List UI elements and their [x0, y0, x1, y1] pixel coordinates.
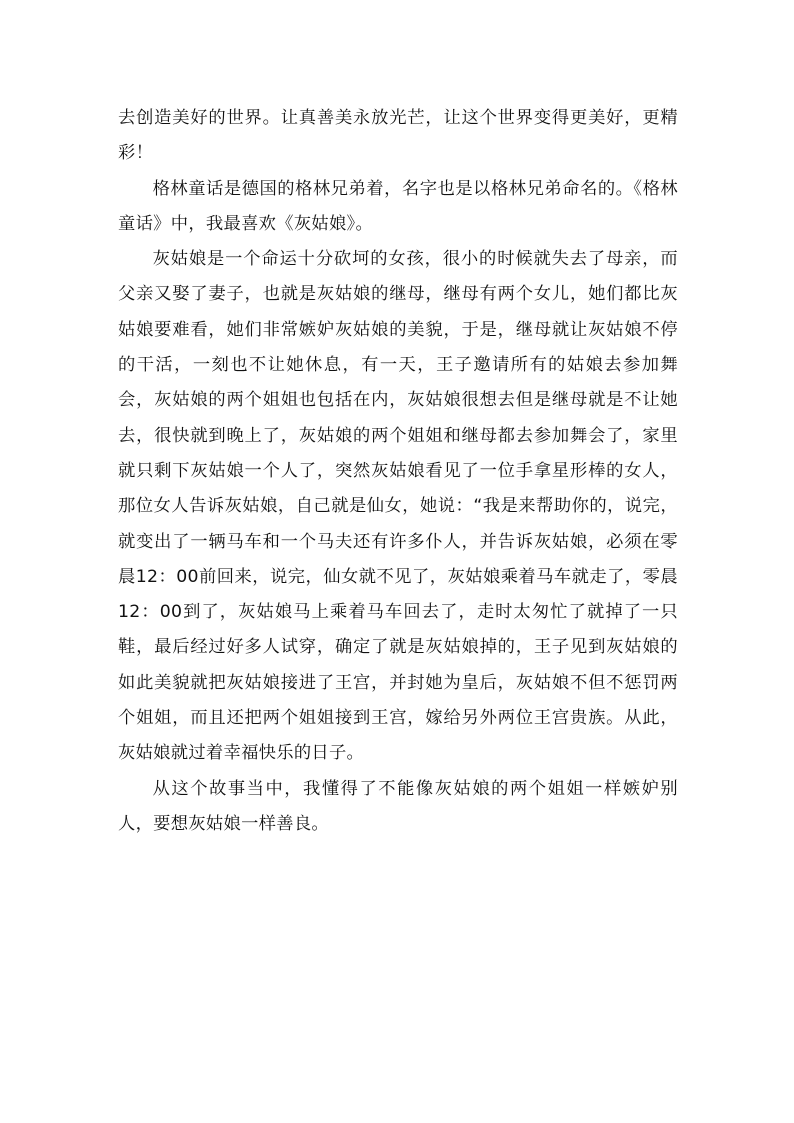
paragraph-3: 灰姑娘是一个命运十分砍坷的女孩，很小的时候就失去了母亲，而父亲又娶了妻子，也就是灰姑娘的继母，继母有两个女儿，她们都比灰姑娘要难看，她们非常嫉妒灰姑娘的美貌，于是，继母就让灰姑娘不停的干活，一刻也不让她休息，有一天，王子邀请所有的姑娘去参加舞会，灰姑娘的两个姐姐也包括在内，灰姑娘很想去但是继母就是不让她去，很快就到晚上了，灰姑娘的两个姐姐和继母都去参加舞会了，家里就只剩下灰姑娘一个人了，突然灰姑娘看见了一位手拿星形棒的女人，那位女人告诉灰姑娘，自己就是仙女，她说：“我是来帮助你的，说完，就变出了一辆马车和一个马夫还有许多仆人，并告诉灰姑娘，必须在零晨12：00前回来，说完，仙女就不见了，灰姑娘乘着马车就走了，零晨12：00到了，灰姑娘马上乘着马车回去了，走时太匆忙了就掉了一只鞋，最后经过好多人试穿，确定了就是灰姑娘掉的，王子见到灰姑娘的如此美貌就把灰姑娘接进了王宫，并封她为皇后，灰姑娘不但不惩罚两个姐姐，而且还把两个姐姐接到王宫，嫁给另外两位王宫贵族。从此，灰姑娘就过着幸福快乐的日子。: [118, 249, 678, 764]
document-body: [118, 101, 678, 842]
paragraph-1: 去创造美好的世界。让真善美永放光芒，让这个世界变得更美好，更精彩！: [118, 108, 678, 164]
paragraph-2: 格林童话是德国的格林兄弟着，名字也是以格林兄弟命名的。《格林童话》中，我最喜欢《灰姑娘》。: [118, 178, 678, 234]
paragraph-4: 从这个故事当中，我懂得了不能像灰姑娘的两个姐姐一样嫉妒别人，要想灰姑娘一样善良。: [118, 778, 678, 834]
